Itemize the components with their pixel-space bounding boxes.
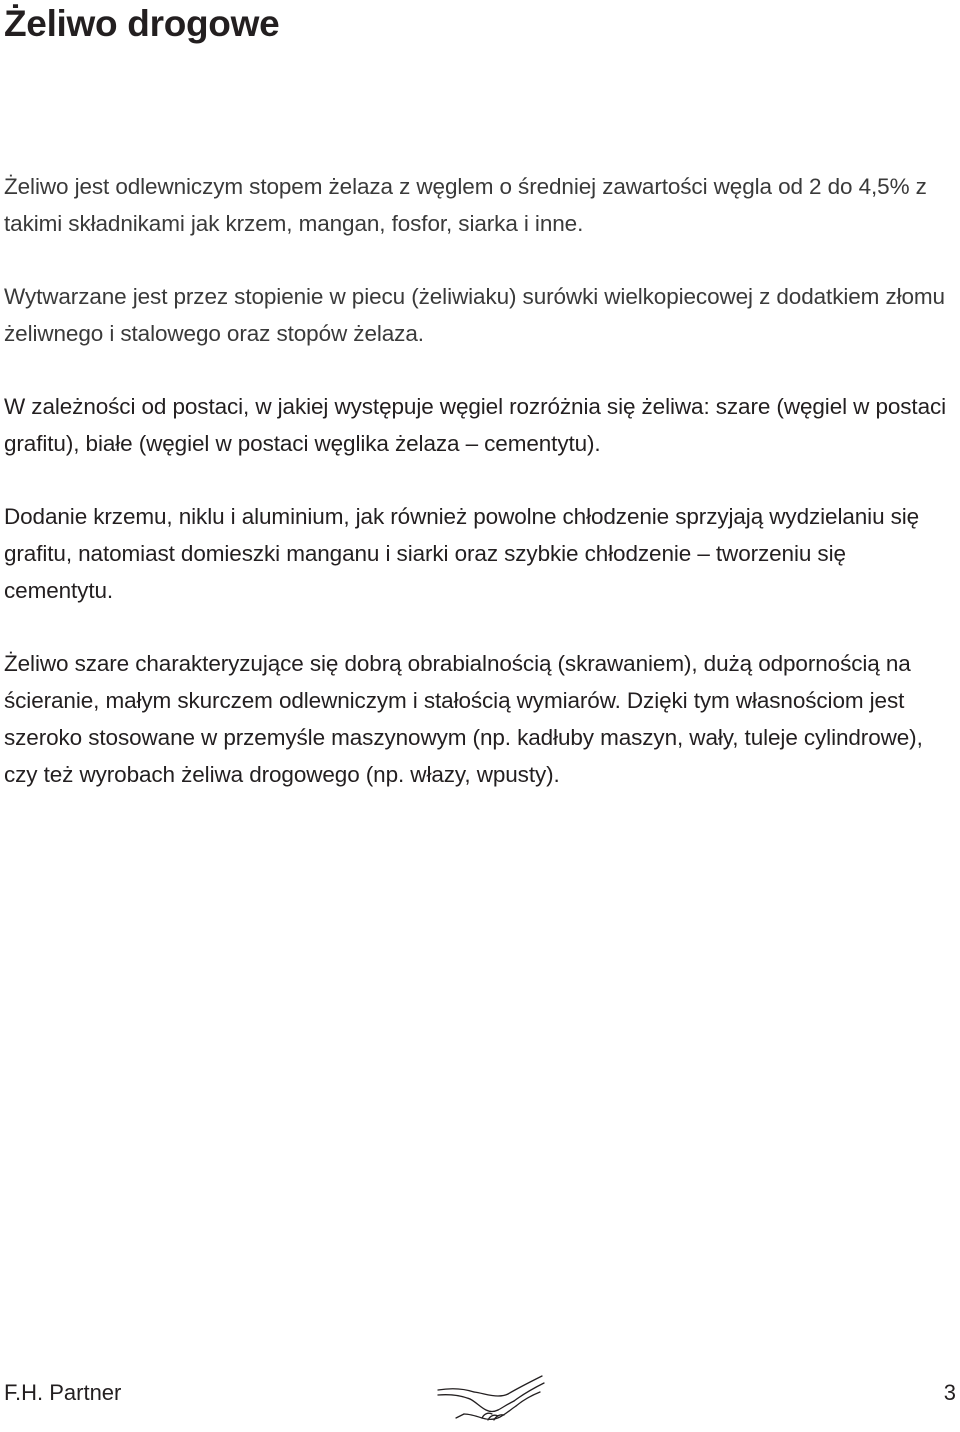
page-number: 3 (943, 1380, 956, 1405)
paragraph-additives: Dodanie krzemu, niklu i aluminium, jak również powolne chłodzenie sprzyjają wydzielaniu się grafitu, natomiast domieszki manganu i siarki oraz szybkie chłodzenie – tworzeniu się cementytu. (4, 504, 920, 603)
paragraph-production: Wytwarzane jest przez stopienie w piecu (żeliwiaku) surówki wielkopiecowej z dodatkiem złomu żeliwnego i stalowego oraz stopów żelaza. (4, 284, 945, 346)
paragraph-types: W zależności od postaci, w jakiej występuje węgiel rozróżnia się żeliwa: szare (węgiel w postaci grafitu), białe (węgiel w postaci węglika żelaza – cementytu). (4, 394, 947, 456)
paragraph-grey-iron: Żeliwo szare charakteryzujące się dobrą obrabialnością (skrawaniem), dużą odpornością na ścieranie, małym skurczem odlewniczym i stałością wymiarów. Dzięki tym własnościom jest szeroko stosowane w przemyśle maszynowym (np. kadłuby maszyn, wały, tuleje cylindrowe), czy też wyrobach żeliwa drogowego (np. włazy, wpusty). (4, 651, 923, 787)
page-footer (0, 1374, 960, 1424)
footer-brand: F.H. Partner (4, 1380, 122, 1405)
document-body (4, 168, 956, 829)
page-title: Żeliwo drogowe (4, 3, 280, 44)
paragraph-definition: Żeliwo jest odlewniczym stopem żelaza z węglem o średniej zawartości węgla od 2 do 4,5% z takimi składnikami jak krzem, mangan, fosfor, siarka i inne. (4, 174, 927, 236)
handshake-icon (436, 1374, 546, 1426)
